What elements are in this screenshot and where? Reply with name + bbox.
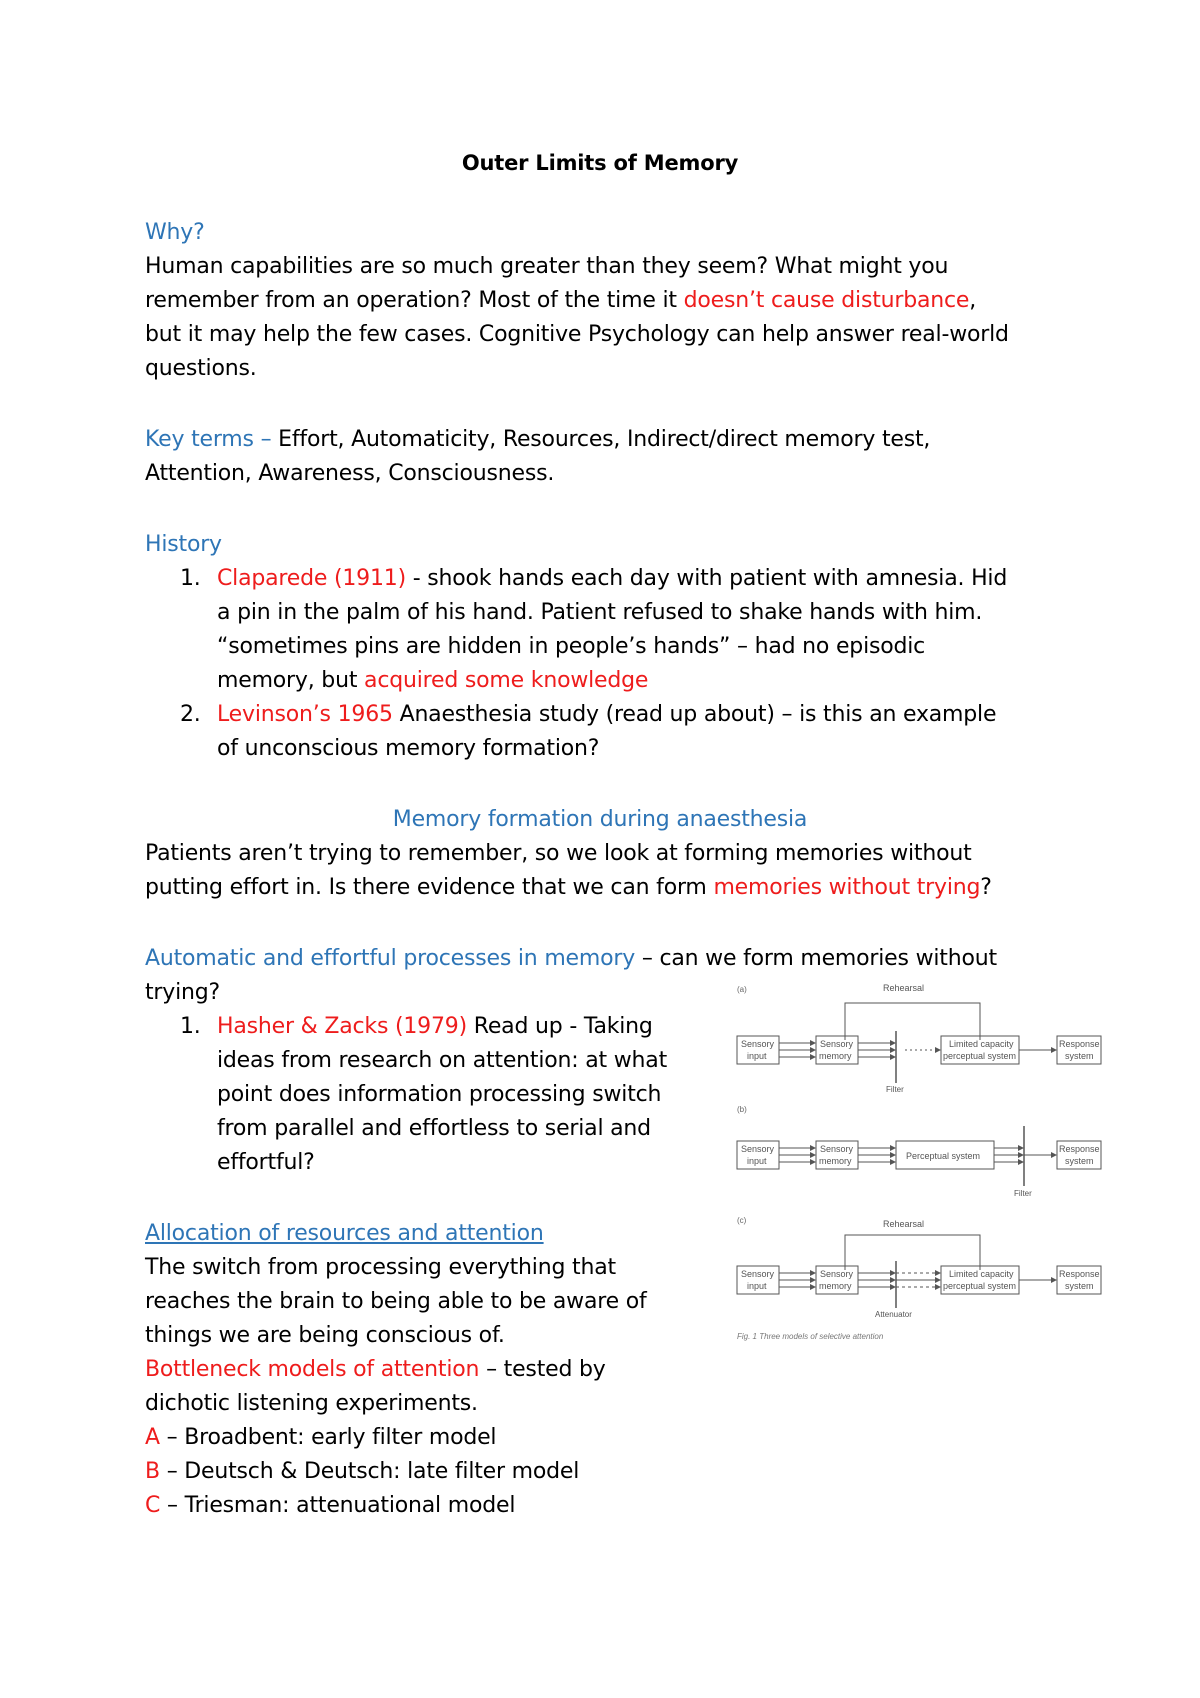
history-heading: History	[145, 532, 222, 557]
panel-c-rehearsal: Rehearsal	[883, 1219, 925, 1229]
panel-c-sensory-memory-2: memory	[819, 1281, 852, 1291]
levinson-citation: Levinson’s 1965	[217, 702, 393, 727]
history-item-1-line-1	[217, 562, 1007, 597]
automatic-item-line-1	[217, 1010, 653, 1045]
key-terms-line-2: Attention, Awareness, Consciousness.	[145, 461, 555, 486]
history-item-1-line-4	[217, 664, 648, 699]
bottleneck-line	[145, 1353, 606, 1388]
automatic-item-number: 1.	[180, 1014, 201, 1039]
model-a-dash: –	[159, 1425, 185, 1450]
model-a	[145, 1421, 496, 1456]
automatic-item-line-5: effortful?	[217, 1150, 315, 1175]
history-item-2-text: Anaesthesia study (read up about) – is this an example	[392, 702, 997, 727]
model-b-dash: –	[159, 1459, 185, 1484]
history-item-1-line-2: a pin in the palm of his hand. Patient refused to shake hands with him.	[217, 600, 983, 625]
panel-a-filter-label: Filter	[886, 1085, 904, 1094]
model-c-letter: C	[145, 1493, 161, 1518]
panel-b-perceptual-label: Perceptual system	[906, 1151, 981, 1161]
panel-b-sensory-memory-1: Sensory	[820, 1144, 854, 1154]
panel-a-sensory-input-2: input	[747, 1051, 767, 1061]
panel-a-rehearsal-loop	[845, 1003, 980, 1040]
panel-a-response-2: system	[1065, 1051, 1094, 1061]
panel-b-response-1: Response	[1059, 1144, 1100, 1154]
allocation-line-3: things we are being conscious of.	[145, 1323, 505, 1348]
figure-caption: Fig. 1 Three models of selective attention	[737, 1332, 884, 1341]
automatic-item-line-2: ideas from research on attention: at what	[217, 1048, 668, 1073]
allocation-heading: Allocation of resources and attention	[145, 1221, 544, 1246]
panel-a-limited-2: perceptual system	[943, 1051, 1017, 1061]
panel-a-sensory-memory-1: Sensory	[820, 1039, 854, 1049]
highlight-disturbance: doesn’t cause disturbance	[683, 288, 970, 313]
history-item-1-text: - shook hands each day with patient with amnesia. Hid	[405, 566, 1008, 591]
panel-c-limited-2: perceptual system	[943, 1281, 1017, 1291]
key-terms-line-1	[145, 423, 930, 458]
bottleneck-line-text: – tested by	[479, 1357, 606, 1382]
memories-without-trying-highlight: memories without trying	[713, 875, 981, 900]
panel-a-rehearsal: Rehearsal	[883, 983, 925, 993]
automatic-line-2: trying?	[145, 980, 220, 1005]
memory-formation-line-2	[145, 871, 992, 906]
automatic-label: Automatic and effortful processes in memory	[145, 946, 636, 971]
acquired-knowledge-highlight: acquired some knowledge	[364, 668, 649, 693]
why-line-2-end: ,	[969, 288, 977, 313]
automatic-item-line-1-text: Read up - Taking	[466, 1014, 653, 1039]
model-b	[145, 1455, 579, 1490]
why-heading: Why?	[145, 220, 205, 245]
panel-b-sensory-input-2: input	[747, 1156, 767, 1166]
panel-b-response-2: system	[1065, 1156, 1094, 1166]
history-item-2-line-2: of unconscious memory formation?	[217, 736, 600, 761]
history-item-2-line-1	[217, 698, 996, 733]
panel-b-sensory-input-1: Sensory	[741, 1144, 775, 1154]
panel-a-sensory-memory-2: memory	[819, 1051, 852, 1061]
why-line-3: but it may help the few cases. Cognitive Psychology can help answer real-world	[145, 322, 1009, 347]
history-item-1-line-4-text: memory, but	[217, 668, 365, 693]
allocation-line-2: reaches the brain to being able to be aware of	[145, 1289, 647, 1314]
automatic-line-1	[145, 942, 997, 977]
key-terms-list-1: Effort, Automaticity, Resources, Indirect/direct memory test,	[271, 427, 931, 452]
why-line-4: questions.	[145, 356, 257, 381]
panel-b-label: (b)	[737, 1105, 747, 1114]
panel-b-filter-label: Filter	[1014, 1189, 1032, 1198]
automatic-item-line-3: point does information processing switch	[217, 1082, 662, 1107]
allocation-line-5: dichotic listening experiments.	[145, 1391, 478, 1416]
automatic-line-1-text: – can we form memories without	[635, 946, 997, 971]
panel-b-sensory-memory-2: memory	[819, 1156, 852, 1166]
bottleneck-models-highlight: Bottleneck models of attention	[145, 1357, 480, 1382]
memory-formation-heading: Memory formation during anaesthesia	[392, 807, 808, 832]
page-title: Outer Limits of Memory	[461, 151, 739, 175]
panel-c-label: (c)	[737, 1216, 747, 1225]
key-terms-label: Key terms –	[145, 427, 272, 452]
panel-a-response-1: Response	[1059, 1039, 1100, 1049]
diagram-drawing	[737, 983, 1101, 1341]
panel-c-rehearsal-loop	[845, 1235, 980, 1270]
allocation-line-1: The switch from processing everything that	[145, 1255, 616, 1280]
model-c	[145, 1489, 515, 1524]
panel-c-sensory-input-1: Sensory	[741, 1269, 775, 1279]
panel-c-limited-1: Limited capacity	[949, 1269, 1014, 1279]
why-line-1: Human capabilities are so much greater than they seem? What might you	[145, 254, 949, 279]
panel-c-sensory-input-2: input	[747, 1281, 767, 1291]
memory-formation-line-1: Patients aren’t trying to remember, so we look at forming memories without	[145, 841, 972, 866]
model-b-text: Deutsch & Deutsch: late filter model	[184, 1459, 580, 1484]
attention-models-figure	[735, 983, 1125, 1355]
panel-c-attenuator-label: Attenuator	[875, 1310, 912, 1319]
history-item-1-number: 1.	[180, 566, 201, 591]
panel-c-sensory-memory-1: Sensory	[820, 1269, 854, 1279]
panel-a-sensory-input-1: Sensory	[741, 1039, 775, 1049]
why-line-2-text: remember from an operation? Most of the time it	[145, 288, 684, 313]
panel-c-response-1: Response	[1059, 1269, 1100, 1279]
memory-formation-line-2-text: putting effort in. Is there evidence that we can form	[145, 875, 714, 900]
hasher-zacks-citation: Hasher & Zacks (1979)	[217, 1014, 467, 1039]
automatic-item-line-4: from parallel and effortless to serial and	[217, 1116, 651, 1141]
model-a-text: Broadbent: early filter model	[184, 1425, 497, 1450]
memory-formation-line-2-end: ?	[980, 875, 992, 900]
model-b-letter: B	[145, 1459, 160, 1484]
model-a-letter: A	[145, 1425, 160, 1450]
history-item-1-line-3: “sometimes pins are hidden in people’s hands” – had no episodic	[217, 634, 926, 659]
claparede-citation: Claparede (1911)	[217, 566, 406, 591]
model-c-dash: –	[160, 1493, 185, 1518]
panel-a-limited-1: Limited capacity	[949, 1039, 1014, 1049]
history-item-2-number: 2.	[180, 702, 201, 727]
panel-c-response-2: system	[1065, 1281, 1094, 1291]
attention-models-diagram	[735, 983, 1125, 1355]
panel-a-label: (a)	[737, 985, 747, 994]
model-c-text: Triesman: attenuational model	[184, 1493, 516, 1518]
why-line-2	[145, 284, 976, 319]
